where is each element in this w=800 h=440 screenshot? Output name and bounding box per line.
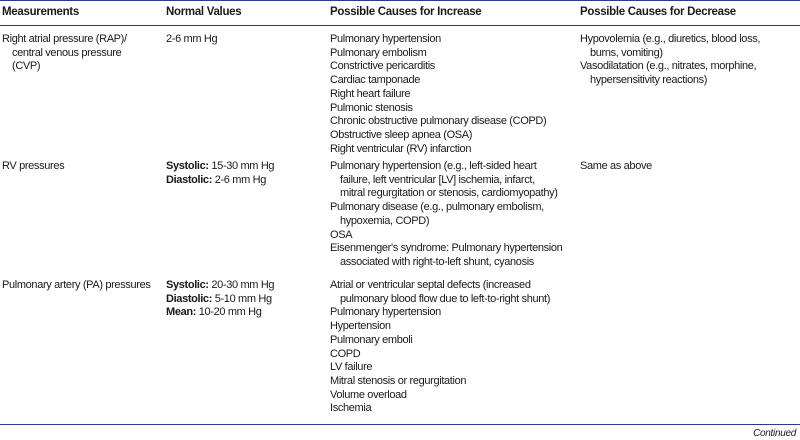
measurement-text: RV pressures xyxy=(2,160,65,172)
cause-item: Pulmonary emboli xyxy=(330,333,413,346)
increase-causes-cell xyxy=(330,160,575,270)
cause-item: Hypertension xyxy=(330,320,391,333)
cause-item: associated with right-to-left shunt, cyanosis xyxy=(340,255,534,268)
cause-item: Pulmonary hypertension (e.g., left-sided heart xyxy=(330,160,537,172)
normal-value-label: Systolic: xyxy=(166,160,209,172)
measurement-cell xyxy=(2,279,162,293)
normal-value-text: 15-30 mm Hg xyxy=(208,160,275,172)
measurement-text: (CVP) xyxy=(12,60,41,73)
cause-item: COPD xyxy=(330,347,361,360)
cause-item: burns, vomiting) xyxy=(590,46,663,59)
cause-item: hypersensitivity reactions) xyxy=(590,74,708,87)
increase-causes-cell xyxy=(330,279,575,416)
cause-item: Mitral stenosis or regurgitation xyxy=(330,374,467,387)
normal-value-label: Mean: xyxy=(166,306,197,319)
normal-value-label: Diastolic: xyxy=(166,292,213,305)
cause-item: OSA xyxy=(330,228,353,241)
cause-item: Cardiac tamponade xyxy=(330,74,421,87)
cause-item: Volume overload xyxy=(330,388,407,401)
decrease-causes-cell xyxy=(580,33,795,88)
normal-value xyxy=(166,160,316,174)
normal-value xyxy=(166,293,316,307)
normal-value-text: 20-30 mm Hg xyxy=(208,279,275,291)
cause-item: Pulmonary embolism xyxy=(330,46,427,59)
normal-value-text: 10-20 mm Hg xyxy=(196,306,262,319)
cause-item: pulmonary blood flow due to left-to-right shunt) xyxy=(340,292,551,305)
bottom-rule xyxy=(0,424,800,425)
continued-label: Continued xyxy=(753,428,796,439)
normal-values-cell xyxy=(166,160,316,187)
cause-item: Vasodilatation (e.g., nitrates, morphine, xyxy=(580,60,757,73)
cause-item: Pulmonic stenosis xyxy=(330,101,413,114)
increase-causes-cell xyxy=(330,33,575,156)
normal-value-text: 5-10 mm Hg xyxy=(212,292,272,305)
normal-values-cell xyxy=(166,279,316,320)
cause-item: hypoxemia, COPD) xyxy=(340,214,430,227)
cause-item: Atrial or ventricular septal defects (increased xyxy=(330,279,531,291)
header-decrease: Possible Causes for Decrease xyxy=(580,6,736,18)
table-header xyxy=(0,1,800,26)
measurement-cell xyxy=(2,160,162,174)
measurement-text: Right atrial pressure (RAP)/ xyxy=(2,33,127,45)
cause-item: LV failure xyxy=(330,361,373,374)
table-row xyxy=(0,160,800,279)
decrease-causes-cell xyxy=(580,160,795,174)
measurement-text: central venous pressure xyxy=(12,46,122,59)
cause-item: Chronic obstructive pulmonary disease (COPD) xyxy=(330,115,547,128)
cause-item: Pulmonary hypertension xyxy=(330,306,441,319)
cause-item: Right ventricular (RV) infarction xyxy=(330,142,472,155)
measurement-cell xyxy=(2,33,162,74)
cause-item: Pulmonary disease (e.g., pulmonary embolism, xyxy=(330,201,544,214)
cause-item: failure, left ventricular [LV] ischemia, infarct, xyxy=(340,173,535,186)
normal-value xyxy=(166,174,316,188)
cause-item: Obstructive sleep apnea (OSA) xyxy=(330,128,473,141)
normal-values-cell xyxy=(166,33,316,47)
cause-item: Eisenmenger's syndrome: Pulmonary hypertension xyxy=(330,242,563,255)
normal-value-text: 2-6 mm Hg xyxy=(166,33,218,45)
normal-value xyxy=(166,306,316,320)
normal-value xyxy=(166,33,316,47)
header-measurements: Measurements xyxy=(2,6,79,18)
cause-item: Pulmonary hypertension xyxy=(330,33,441,45)
measurement-text: Pulmonary artery (PA) pressures xyxy=(2,279,151,291)
cause-item: Hypovolemia (e.g., diuretics, blood loss, xyxy=(580,33,761,45)
normal-value-text: 2-6 mm Hg xyxy=(212,173,266,186)
cause-item: Right heart failure xyxy=(330,87,411,100)
cause-item: Constrictive pericarditis xyxy=(330,60,435,73)
table-row xyxy=(0,279,800,424)
normal-value xyxy=(166,279,316,293)
table-row xyxy=(0,33,800,160)
normal-value-label: Systolic: xyxy=(166,279,209,291)
header-increase: Possible Causes for Increase xyxy=(330,6,482,18)
cause-item: Ischemia xyxy=(330,402,372,415)
normal-value-label: Diastolic: xyxy=(166,173,213,186)
cause-item: mitral regurgitation or stenosis, cardiomyopathy) xyxy=(340,187,558,200)
cause-item: Same as above xyxy=(580,160,652,172)
header-normal-values: Normal Values xyxy=(166,6,242,18)
